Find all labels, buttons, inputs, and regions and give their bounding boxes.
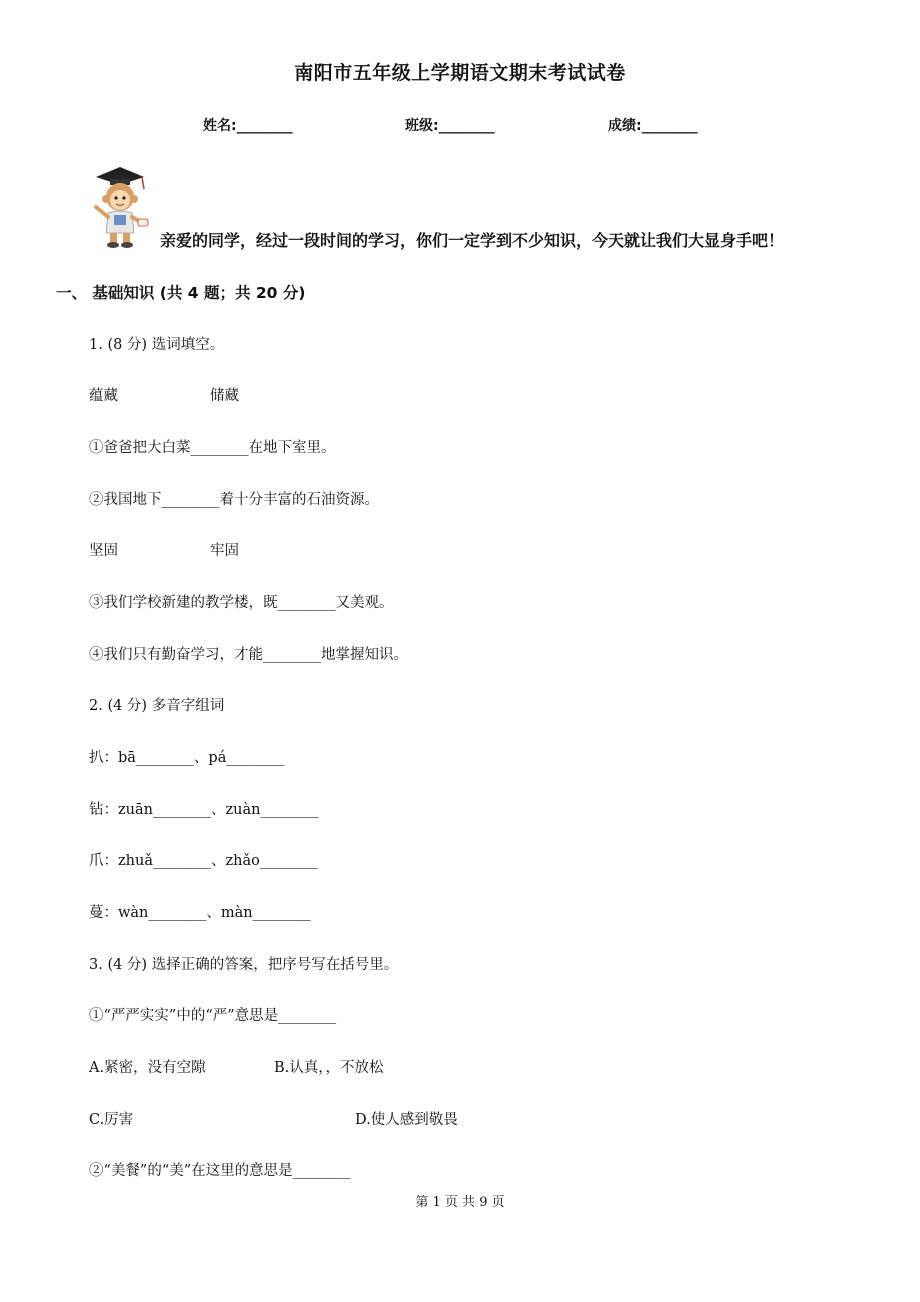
word-choice: 储藏 [210,388,239,404]
word-choice: 蕴藏 [89,388,118,404]
question-line: 扒：bā________、pá________ [89,750,285,766]
word-choice: 牢固 [210,543,239,559]
question-line: ③我们学校新建的教学楼，既________又美观。 [89,595,394,611]
page-number: 第 1 页 共 9 页 [415,1195,505,1210]
question-line: 蔓：wàn________、màn________ [89,905,311,921]
question-line: ④我们只有勤奋学习，才能________地掌握知识。 [89,647,408,663]
greeting-text: 亲爱的同学，经过一段时间的学习，你们一定学到不少知识，今天就让我们大显身手吧！ [160,231,785,250]
question-line: ①爸爸把大白菜________在地下室里。 [89,440,336,456]
answer-option-d: D.使人感到敬畏 [355,1112,458,1128]
question-line: ②“美餐”的“美”在这里的意思是________ [89,1163,351,1179]
question-3-heading: 3. (4 分) 选择正确的答案，把序号写在括号里。 [89,957,399,973]
score-field-label: 成绩:________ [608,118,698,134]
question-line: 钻：zuān________、zuàn________ [89,802,319,818]
word-choice: 坚固 [89,543,118,559]
answer-option-a: A.紧密，没有空隙 [89,1060,206,1076]
answer-option-c: C.厉害 [89,1112,134,1128]
page-title: 南阳市五年级上学期语文期末考试试卷 [294,62,626,84]
student-mascot-icon [86,163,152,249]
question-line: ①“严严实实”中的“严”意思是________ [89,1008,337,1024]
name-field-label: 姓名:________ [203,118,293,134]
question-1-heading: 1. (8 分) 选词填空。 [89,337,225,353]
question-2-heading: 2. (4 分) 多音字组词 [89,698,225,714]
question-line: 爪：zhuǎ________、zhǎo________ [89,853,318,869]
class-field-label: 班级:________ [405,118,495,134]
answer-option-b: B.认真，，不放松 [274,1060,384,1076]
question-line: ②我国地下________着十分丰富的石油资源。 [89,492,379,508]
section-heading: 一、 基础知识 (共 4 题；共 20 分) [56,284,306,302]
